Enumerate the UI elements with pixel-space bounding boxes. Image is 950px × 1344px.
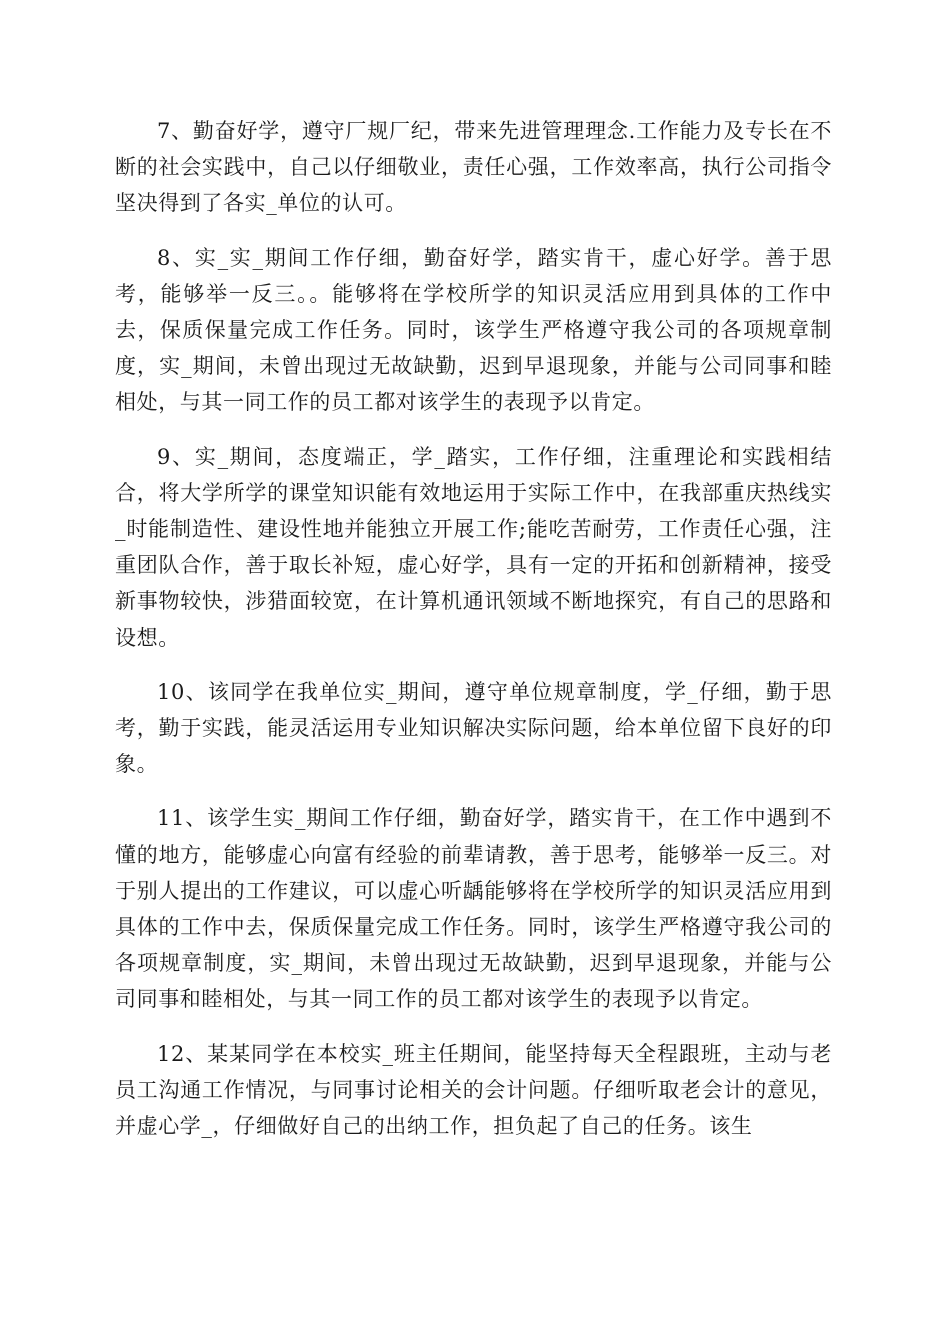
paragraph-8: 8、实_实_期间工作仔细，勤奋好学，踏实肯干，虚心好学。善于思考，能够举一反三。。能够将在学校所学的知识灵活应用到具体的工作中去，保质保量完成工作任务。同时，该学生严格遵守我公司的各项规章制度，实_期间，未曾出现过无故缺勤，迟到早退现象，并能与公司同事和睦相处，与其一同工作的员工都对该学生的表现予以肯定。: [115, 245, 832, 415]
paragraph-11: 11、该学生实_期间工作仔细，勤奋好学，踏实肯干，在工作中遇到不懂的地方，能够虚心向富有经验的前辈请教，善于思考，能够举一反三。对于别人提出的工作建议，可以虚心听龋能够将在学校所学的知识灵活应用到具体的工作中去，保质保量完成工作任务。同时，该学生严格遵守我公司的各项规章制度，实_期间，未曾出现过无故缺勤，迟到早退现象，并能与公司同事和睦相处，与其一同工作的员工都对该学生的表现予以肯定。: [115, 806, 832, 1012]
paragraph-7: 7、勤奋好学，遵守厂规厂纪，带来先进管理理念.工作能力及专长在不断的社会实践中，自己以仔细敬业，责任心强，工作效率高，执行公司指令坚决得到了各实_单位的认可。: [115, 119, 832, 216]
paragraph-12: 12、某某同学在本校实_班主任期间，能坚持每天全程跟班，主动与老员工沟通工作情况，与同事讨论相关的会计问题。仔细听取老会计的意见，并虚心学_，仔细做好自己的出纳工作，担负起了自己的任务。该生: [115, 1041, 832, 1139]
paragraph-10: 10、该同学在我单位实_期间，遵守单位规章制度，学_仔细，勤于思考，勤于实践，能灵活运用专业知识解决实际问题，给本单位留下良好的印象。: [115, 679, 832, 777]
paragraph-9: 9、实_期间，态度端正，学_踏实，工作仔细，注重理论和实践相结合，将大学所学的课堂知识能有效地运用于实际工作中，在我部重庆热线实_时能制造性、建设性地并能独立开展工作;能吃苦耐劳，工作责任心强，注重团队合作，善于取长补短，虚心好学，具有一定的开拓和创新精神，接受新事物较快，涉猎面较宽，在计算机通讯领域不断地探究，有自己的思路和设想。: [115, 444, 832, 650]
document-body: [115, 113, 832, 1162]
